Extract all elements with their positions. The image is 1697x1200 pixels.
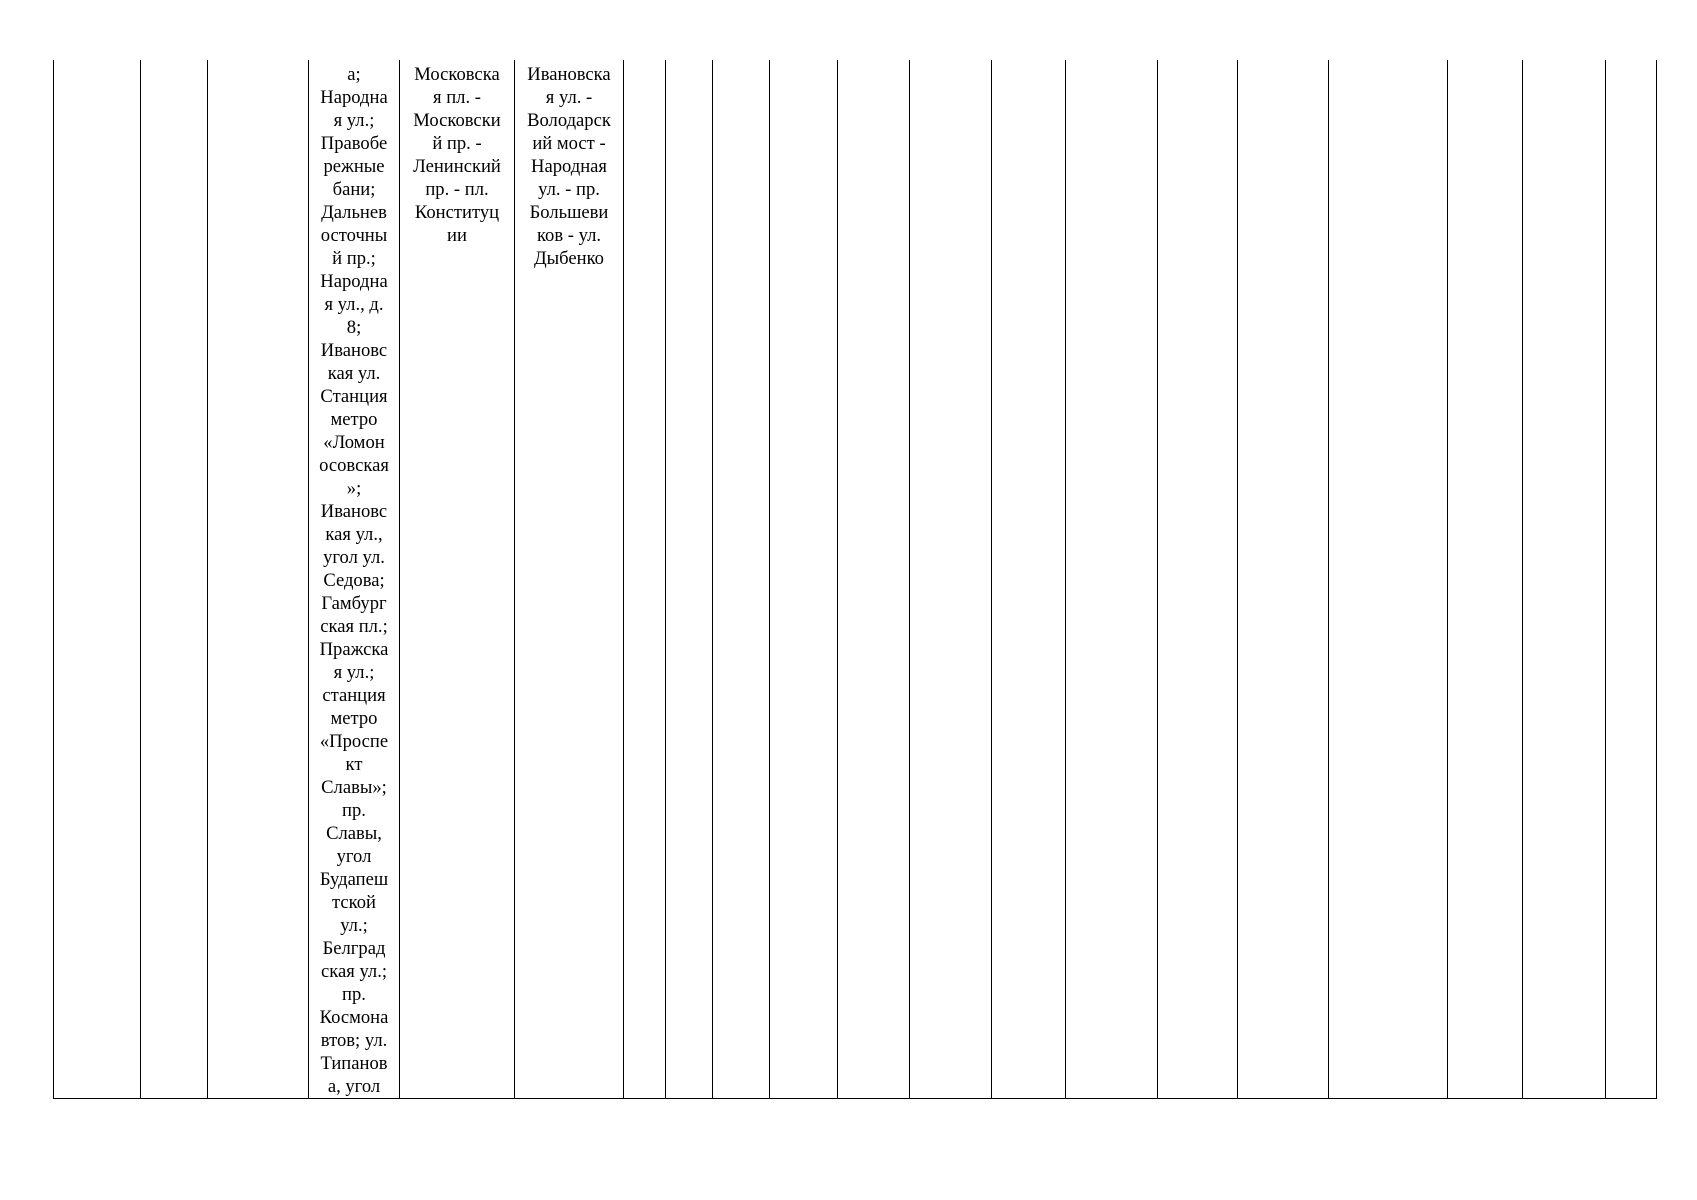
table-cell-1 — [54, 60, 141, 1099]
table-cell-route-forward — [400, 60, 515, 1099]
table-row — [54, 60, 1657, 1099]
cell-line: Ивановс — [320, 340, 388, 361]
cell-line: Станция — [320, 386, 388, 407]
table-cell-14 — [1066, 60, 1158, 1099]
table-cell-9 — [713, 60, 770, 1099]
cell-line: метро — [330, 708, 378, 729]
cell-line: я пл. - — [433, 87, 481, 108]
cell-line: Славы, — [326, 823, 382, 844]
cell-line: Правобе — [320, 133, 388, 154]
cell-line: ул. - пр. — [538, 179, 600, 200]
cell-line: Пражска — [319, 639, 389, 660]
table-cell-11 — [838, 60, 910, 1099]
table-cell-stops — [309, 60, 400, 1099]
cell-line: кт — [345, 754, 363, 775]
cell-line: Ивановс — [320, 501, 388, 522]
table-cell-15 — [1158, 60, 1238, 1099]
cell-line: я ул.; — [333, 110, 375, 131]
table-cell-10 — [770, 60, 838, 1099]
table-cell-8 — [666, 60, 713, 1099]
route-table — [53, 60, 1657, 1099]
cell-line: кая ул. — [327, 363, 381, 384]
cell-line: ская пл.; — [320, 616, 388, 637]
cell-line: режные — [323, 156, 385, 177]
cell-line: Ленинский — [413, 156, 501, 177]
table-cell-13 — [992, 60, 1066, 1099]
cell-line: ков - ул. — [536, 225, 602, 246]
table-cell-route-backward — [515, 60, 624, 1099]
cell-line: »; — [346, 478, 362, 499]
table-cell-17 — [1329, 60, 1448, 1099]
cell-line: а; — [347, 64, 361, 85]
cell-line: кая ул., — [325, 524, 383, 545]
route-backward-text — [515, 63, 623, 270]
cell-line: Гамбург — [321, 593, 387, 614]
cell-line: пр. — [342, 800, 366, 821]
cell-line: ии — [447, 225, 467, 246]
cell-line: Седова; — [323, 570, 385, 591]
cell-line: Типанов — [320, 1053, 388, 1074]
cell-line: Московска — [414, 64, 500, 85]
cell-line: 8; — [346, 317, 362, 338]
cell-line: Народная — [531, 156, 607, 177]
cell-line: тской — [332, 892, 376, 913]
cell-line: пр. — [342, 984, 366, 1005]
cell-line: я ул., д. — [324, 294, 384, 315]
table-cell-12 — [910, 60, 992, 1099]
cell-line: Большеви — [529, 202, 609, 223]
cell-line: Конституц — [414, 202, 500, 223]
table-cell-2 — [141, 60, 208, 1099]
cell-line: Ивановска — [527, 64, 611, 85]
stops-list — [309, 63, 399, 1098]
cell-line: Народна — [320, 87, 388, 108]
cell-line: осовская — [319, 455, 389, 476]
cell-line: ий мост - — [532, 133, 606, 154]
cell-line: Володарск — [527, 110, 611, 131]
cell-line: ул.; — [340, 915, 368, 936]
cell-line: Народна — [320, 271, 388, 292]
cell-line: метро — [330, 409, 378, 430]
cell-line: Славы»; — [321, 777, 387, 798]
cell-line: Космона — [319, 1007, 389, 1028]
table-cell-20 — [1606, 60, 1657, 1099]
table-cell-19 — [1523, 60, 1606, 1099]
cell-line: пр. - пл. — [425, 179, 489, 200]
cell-line: Будапеш — [319, 869, 389, 890]
cell-line: «Ломон — [323, 432, 385, 453]
cell-line: й пр.; — [332, 248, 376, 269]
cell-line: станция — [322, 685, 386, 706]
cell-line: угол ул. — [323, 547, 385, 568]
table-cell-16 — [1238, 60, 1329, 1099]
cell-line: Дыбенко — [534, 248, 604, 269]
cell-line: а, угол — [327, 1076, 381, 1097]
cell-line: осточны — [320, 225, 388, 246]
cell-line: Белград — [322, 938, 386, 959]
cell-line: угол — [336, 846, 372, 867]
route-forward-text — [400, 63, 514, 247]
cell-line: бани; — [332, 179, 376, 200]
cell-line: ская ул.; — [320, 961, 388, 982]
cell-line: втов; ул. — [320, 1030, 388, 1051]
cell-line: «Проспе — [319, 731, 389, 752]
cell-line: Дальнев — [321, 202, 387, 223]
cell-line: я ул.; — [333, 662, 375, 683]
table-cell-3 — [208, 60, 309, 1099]
table-cell-7 — [624, 60, 666, 1099]
cell-line: я ул. - — [545, 87, 593, 108]
cell-line: Московски — [413, 110, 501, 131]
cell-line: й пр. - — [432, 133, 482, 154]
table-cell-18 — [1448, 60, 1523, 1099]
